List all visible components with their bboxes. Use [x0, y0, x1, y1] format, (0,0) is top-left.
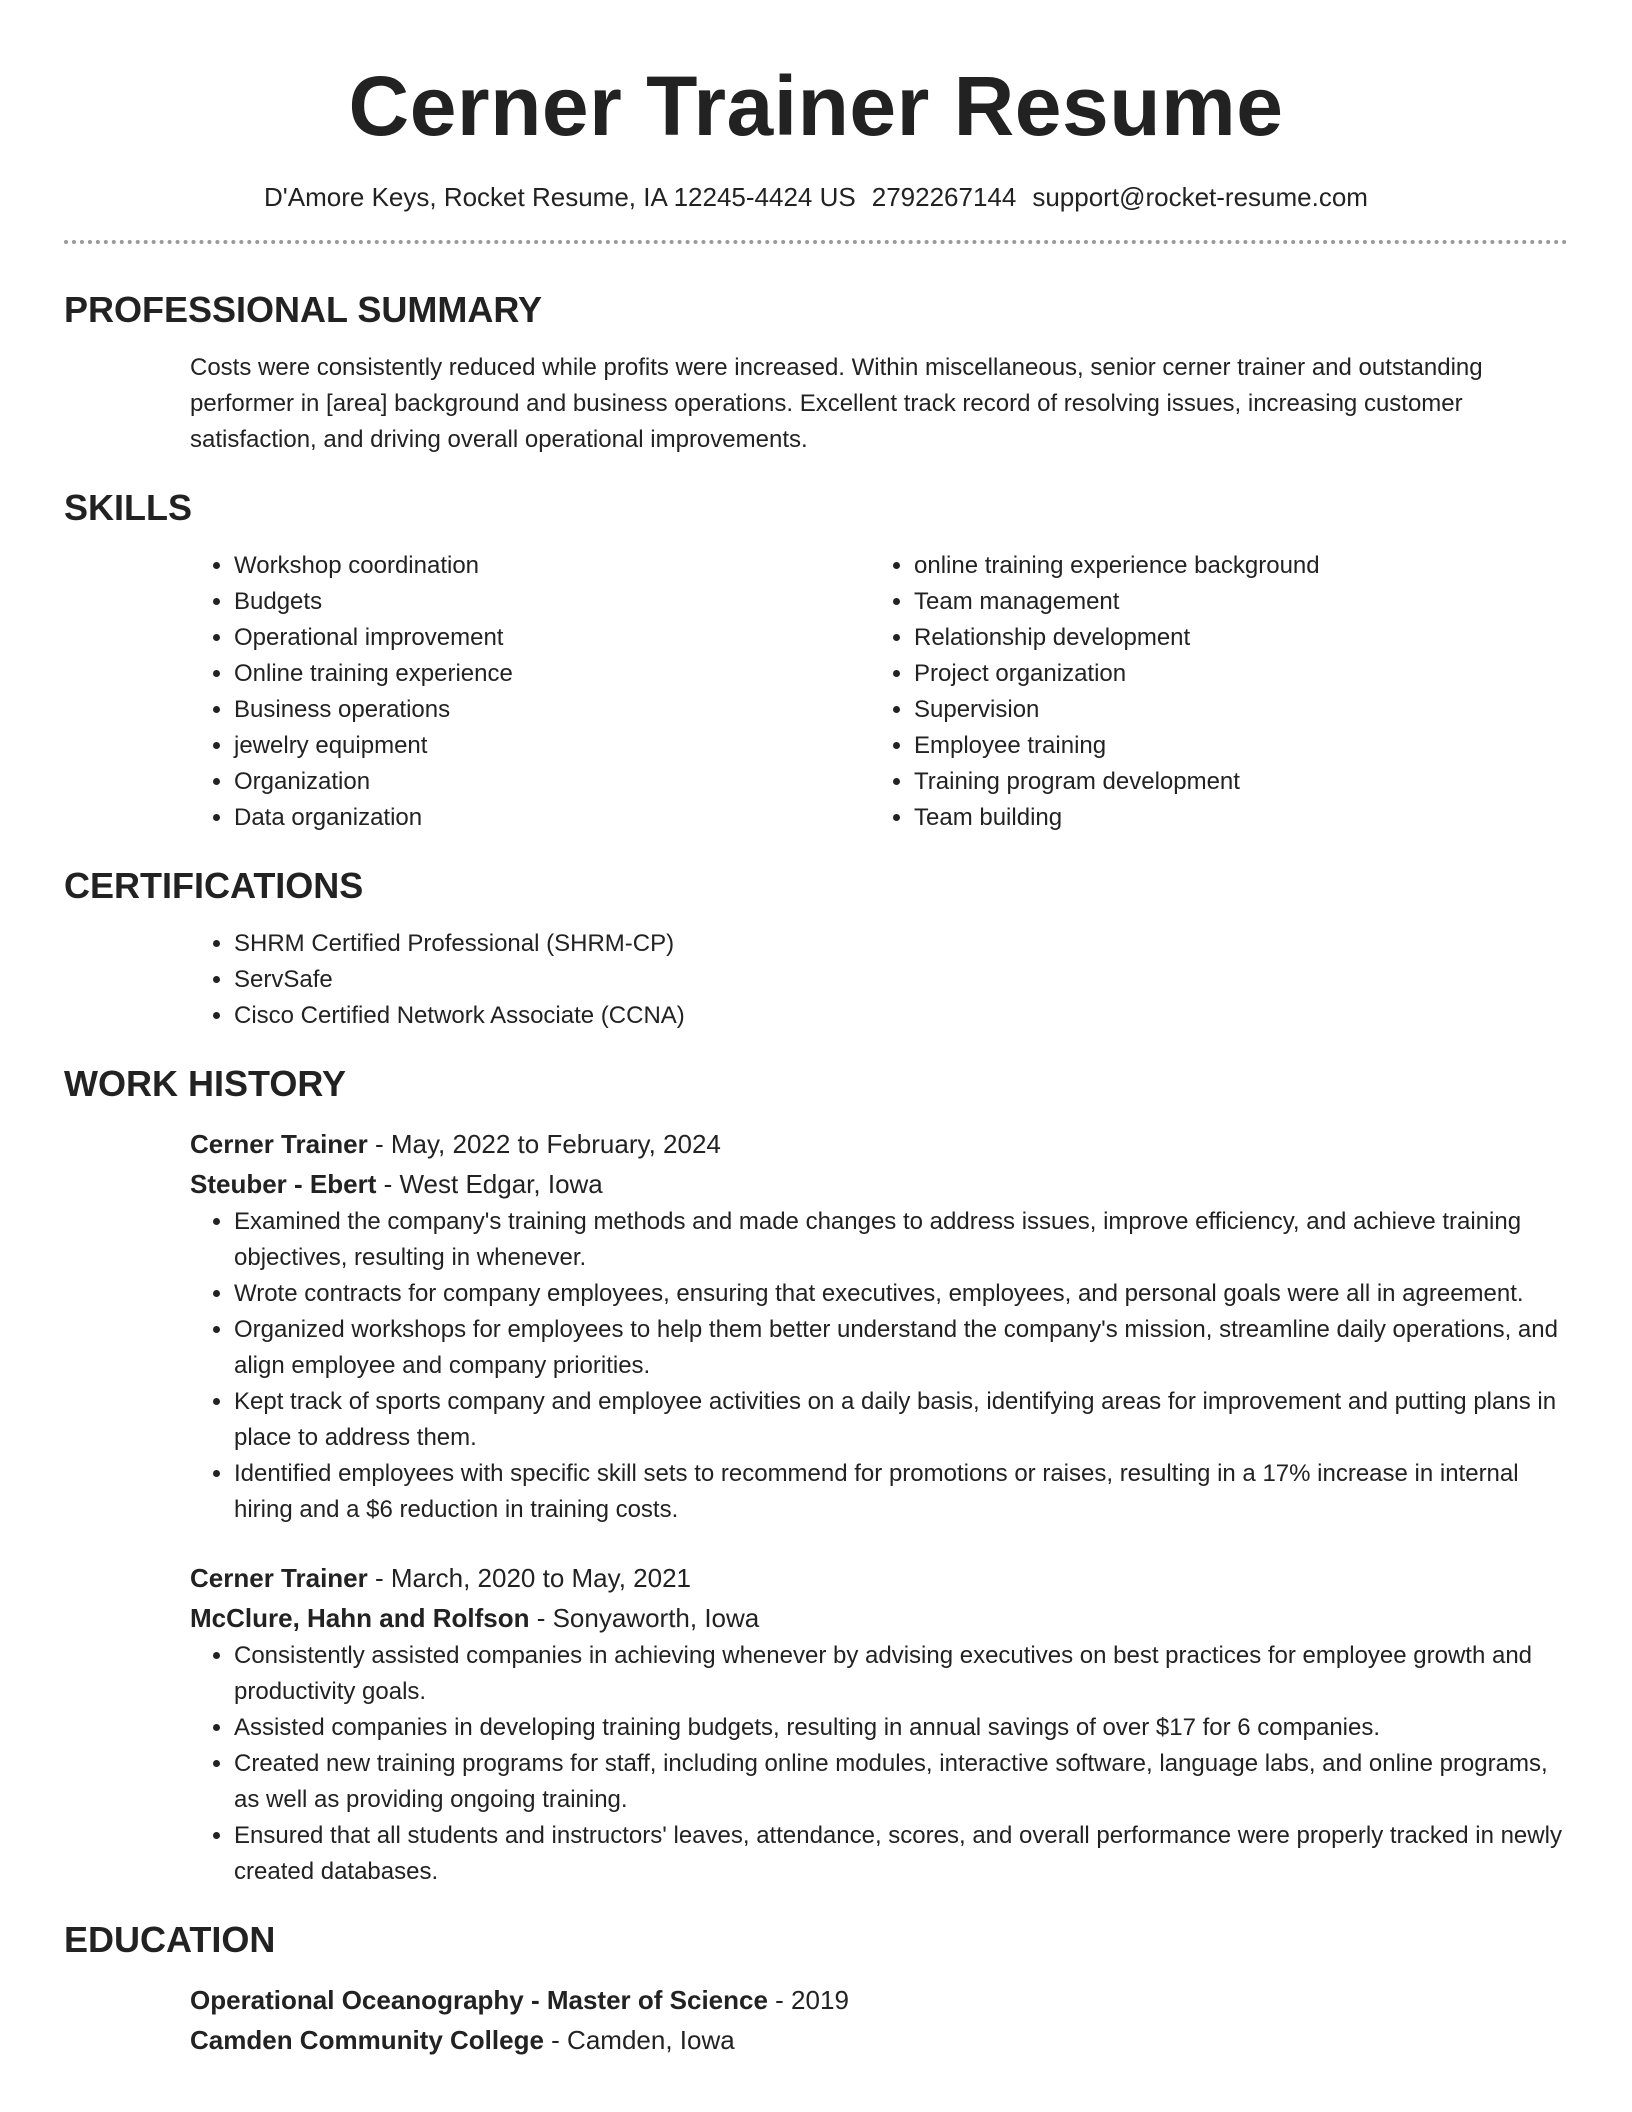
header-divider: [64, 240, 1568, 244]
education-entry: [64, 1980, 1568, 2060]
job-duty: • Wrote contracts for company employees, ensuring that executives, employees, and personal goals were all in agreement.: [234, 1276, 1568, 1312]
job-title-line: [190, 1124, 1568, 1164]
job-duty: • Assisted companies in developing training budgets, resulting in annual savings of over $17 for 6 companies.: [234, 1710, 1568, 1746]
job-title: Cerner Trainer: [190, 1563, 368, 1593]
skills-column-right: [870, 548, 1568, 836]
job-duty: • Ensured that all students and instructors' leaves, attendance, scores, and overall performance were properly tracked in newly created databases.: [234, 1818, 1568, 1890]
job-company-line: [190, 1598, 1568, 1638]
job-duty: • Examined the company's training methods and made changes to address issues, improve efficiency, and achieve training objectives, resulting in whenever.: [234, 1204, 1568, 1276]
education-school: Camden Community College: [190, 2025, 544, 2055]
job-duty: • Consistently assisted companies in achieving whenever by advising executives on best practices for employee growth and productivity goals.: [234, 1638, 1568, 1710]
job-dates: - March, 2020 to May, 2021: [367, 1563, 691, 1593]
skills-heading: SKILLS: [64, 487, 193, 528]
skill-item: • Workshop coordination: [234, 548, 870, 584]
skill-item: • Data organization: [234, 800, 870, 836]
contact-email: support@rocket-resume.com: [1032, 182, 1368, 212]
education-school-line: [190, 2020, 1568, 2060]
skills-column-left: [190, 548, 870, 836]
job-company: McClure, Hahn and Rolfson: [190, 1603, 530, 1633]
job-duty: • Created new training programs for staff, including online modules, interactive software, language labs, and online programs, as well as providing ongoing training.: [234, 1746, 1568, 1818]
job-location: - Sonyaworth, Iowa: [529, 1603, 760, 1633]
certification-item: • SHRM Certified Professional (SHRM-CP): [234, 926, 1568, 962]
skills-grid: [64, 548, 1568, 836]
skill-item: • Organization: [234, 764, 870, 800]
job-dates: - May, 2022 to February, 2024: [367, 1129, 721, 1159]
job-duty: • Identified employees with specific skill sets to recommend for promotions or raises, resulting in a 17% increase in internal hiring and a $6 reduction in training costs.: [234, 1456, 1568, 1528]
work-history-heading: WORK HISTORY: [64, 1063, 347, 1104]
resume-title: Cerner Trainer Resume: [348, 59, 1284, 153]
skill-item: • Online training experience: [234, 656, 870, 692]
certifications-heading: CERTIFICATIONS: [64, 865, 364, 906]
skill-item: • Employee training: [914, 728, 1568, 764]
skill-item: • Supervision: [914, 692, 1568, 728]
job-company: Steuber - Ebert: [190, 1169, 377, 1199]
education-year: - 2019: [767, 1985, 849, 2015]
skill-item: • Relationship development: [914, 620, 1568, 656]
education-degree-line: [190, 1980, 1568, 2020]
certifications-list: [64, 926, 1568, 1034]
skill-item: • Project organization: [914, 656, 1568, 692]
summary-text: Costs were consistently reduced while profits were increased. Within miscellaneous, senior cerner trainer and outstanding performer in [area] background and business operations. Excellent track record of resolving issues, increasing customer satisfaction, and driving overall operational improvements.: [190, 354, 1483, 453]
skill-item: • Team building: [914, 800, 1568, 836]
skill-item: • jewelry equipment: [234, 728, 870, 764]
skill-item: • online training experience background: [914, 548, 1568, 584]
skill-item: • Operational improvement: [234, 620, 870, 656]
skill-item: • Budgets: [234, 584, 870, 620]
job-duties-list: [190, 1638, 1568, 1890]
contact-line: [64, 180, 1568, 214]
job-title: Cerner Trainer: [190, 1129, 368, 1159]
job-company-line: [190, 1164, 1568, 1204]
contact-address: D'Amore Keys, Rocket Resume, IA 12245-4424 US: [264, 182, 856, 212]
job-duties-list: [190, 1204, 1568, 1528]
job-location: - West Edgar, Iowa: [376, 1169, 603, 1199]
summary-heading: PROFESSIONAL SUMMARY: [64, 289, 543, 330]
certification-item: • Cisco Certified Network Associate (CCNA): [234, 998, 1568, 1034]
job-title-line: [190, 1558, 1568, 1598]
skill-item: • Training program development: [914, 764, 1568, 800]
job-duty: • Kept track of sports company and employee activities on a daily basis, identifying areas for improvement and putting plans in place to address them.: [234, 1384, 1568, 1456]
education-location: - Camden, Iowa: [543, 2025, 735, 2055]
job-duty: • Organized workshops for employees to help them better understand the company's mission, streamline daily operations, and align employee and company priorities.: [234, 1312, 1568, 1384]
contact-phone: 2792267144: [871, 182, 1017, 212]
certification-item: • ServSafe: [234, 962, 1568, 998]
skill-item: • Team management: [914, 584, 1568, 620]
job-entry: [64, 1558, 1568, 1890]
education-heading: EDUCATION: [64, 1919, 276, 1960]
education-degree: Operational Oceanography - Master of Science: [190, 1985, 768, 2015]
skill-item: • Business operations: [234, 692, 870, 728]
job-entry: [64, 1124, 1568, 1528]
